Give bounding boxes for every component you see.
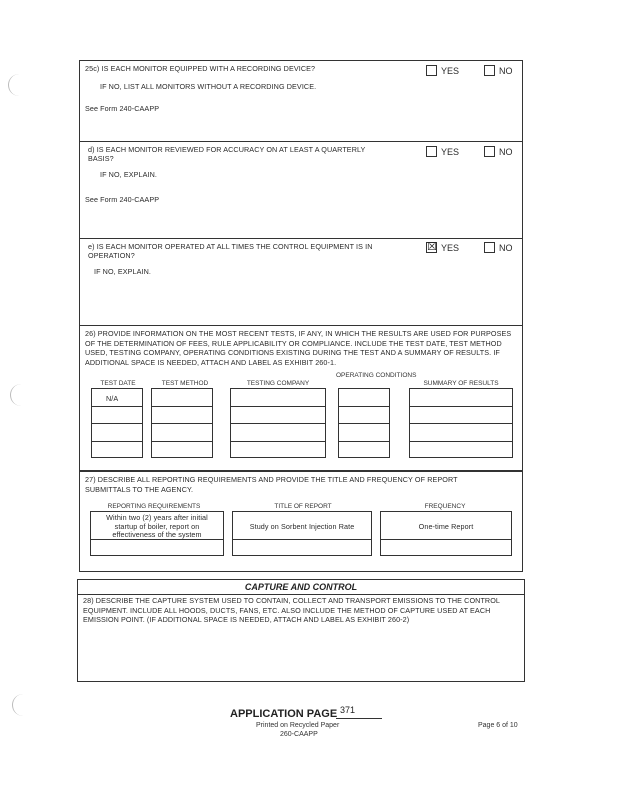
- question-25c-answer: See Form 240-CAAPP: [85, 104, 160, 113]
- q27-header-frequency: FREQUENCY: [424, 503, 466, 510]
- q25e-yes-label: YES: [441, 243, 460, 253]
- q25c-no-checkbox[interactable]: [484, 65, 495, 76]
- question-25c-sub: IF NO, LIST ALL MONITORS WITHOUT A RECORDING DEVICE.: [100, 82, 317, 91]
- q27-frequency-value: One-time Report: [418, 522, 474, 531]
- q26-header-test-method: TEST METHOD: [161, 380, 209, 387]
- q26-test-method-column: [151, 388, 213, 458]
- application-page-label: APPLICATION PAGE: [230, 708, 338, 720]
- q27-requirements-value: Within two (2) years after initial startup of boiler, report on effectiveness of the system: [106, 513, 208, 539]
- question-25c-box: [79, 60, 523, 142]
- capture-control-box: [77, 579, 525, 682]
- question-25e-box: [79, 238, 523, 326]
- question-25d-answer: See Form 240-CAAPP: [85, 195, 160, 204]
- question-25c-text: 25c) IS EACH MONITOR EQUIPPED WITH A RECORDING DEVICE?: [85, 64, 316, 73]
- q26-header-testing-company: TESTING COMPANY: [246, 380, 310, 387]
- question-25e-sub: IF NO, EXPLAIN.: [94, 267, 152, 276]
- q25c-yes-label: YES: [441, 66, 460, 76]
- page-of: Page 6 of 10: [478, 722, 518, 729]
- question-28-text: 28) DESCRIBE THE CAPTURE SYSTEM USED TO CONTAIN, COLLECT AND TRANSPORT EMISSIONS TO THE CONTROL EQUIPMENT. INCLUDE ALL HOODS, DUCTS, FANS, ETC. ALSO INCLUDE THE METHOD OF CAPTURE USED AT EACH EMISSION POINT. (IF ADDITIONAL SPACE IS NEEDED, ATTACH AND LABEL AS EXHIBIT 260-2): [83, 596, 500, 624]
- question-26-box: [79, 325, 523, 471]
- question-25e-text: e) IS EACH MONITOR OPERATED AT ALL TIMES THE CONTROL EQUIPMENT IS IN OPERATION?: [88, 242, 373, 260]
- punch-hole-mark: [10, 384, 21, 406]
- question-27-box: [79, 471, 523, 572]
- q25d-yes-checkbox[interactable]: [426, 146, 437, 157]
- q26-header-summary-of-results: SUMMARY OF RESULTS: [423, 380, 499, 387]
- q25c-no-label: NO: [499, 66, 513, 76]
- q25d-yes-label: YES: [441, 147, 460, 157]
- q27-header-title: TITLE OF REPORT: [274, 503, 332, 510]
- punch-hole-mark: [8, 74, 19, 96]
- question-26-text: 26) PROVIDE INFORMATION ON THE MOST RECENT TESTS, IF ANY, IN WHICH THE RESULTS ARE USED FOR PURPOSES OF THE DETERMINATION OF FEES, RULE APPLICABILITY OR COMPLIANCE. INCLUDE THE TEST DATE, TEST METHOD USED, TESTING COMPANY, OPERATING CONDITIONS EXISTING DURING THE TEST AND A SUMMARY OF RESULTS. IF ADDITIONAL SPACE IS NEEDED, ATTACH AND LABEL AS EXHIBIT 260-1.: [85, 329, 512, 367]
- form-number: 260-CAAPP: [280, 731, 318, 738]
- application-page-number: 371: [340, 705, 356, 715]
- question-25d-box: [79, 141, 523, 239]
- q25d-no-label: NO: [499, 147, 513, 157]
- question-25d-sub: IF NO, EXPLAIN.: [100, 170, 158, 179]
- q27-title-column: [232, 511, 372, 556]
- q27-requirements-column: [90, 511, 224, 556]
- q26-operating-conditions-column: [338, 388, 390, 458]
- question-25d-text: d) IS EACH MONITOR REVIEWED FOR ACCURACY ON AT LEAST A QUARTERLY BASIS?: [88, 145, 366, 163]
- q26-test-date-value: N/A: [106, 394, 119, 403]
- q25c-yes-checkbox[interactable]: [426, 65, 437, 76]
- question-27-text: 27) DESCRIBE ALL REPORTING REQUIREMENTS AND PROVIDE THE TITLE AND FREQUENCY OF REPORT SUBMITTALS TO THE AGENCY.: [85, 475, 458, 494]
- punch-hole-mark: [12, 694, 23, 716]
- q27-header-requirements: REPORTING REQUIREMENTS: [107, 503, 201, 510]
- q25e-no-checkbox[interactable]: [484, 242, 495, 253]
- printed-on-recycled-paper: Printed on Recycled Paper: [256, 722, 340, 729]
- q26-test-date-column: [91, 388, 143, 458]
- q25e-no-label: NO: [499, 243, 513, 253]
- q26-header-operating-conditions: OPERATING CONDITIONS: [336, 372, 417, 379]
- q27-title-value: Study on Sorbent Injection Rate: [249, 522, 355, 531]
- page-number-underline: [336, 718, 382, 719]
- q25e-yes-checkbox-checked[interactable]: ☒: [427, 241, 437, 253]
- section-title: CAPTURE AND CONTROL: [78, 580, 524, 595]
- q26-summary-column: [409, 388, 513, 458]
- q26-testing-company-column: [230, 388, 326, 458]
- q26-header-test-date: TEST DATE: [100, 380, 136, 387]
- q25d-no-checkbox[interactable]: [484, 146, 495, 157]
- q27-frequency-column: [380, 511, 512, 556]
